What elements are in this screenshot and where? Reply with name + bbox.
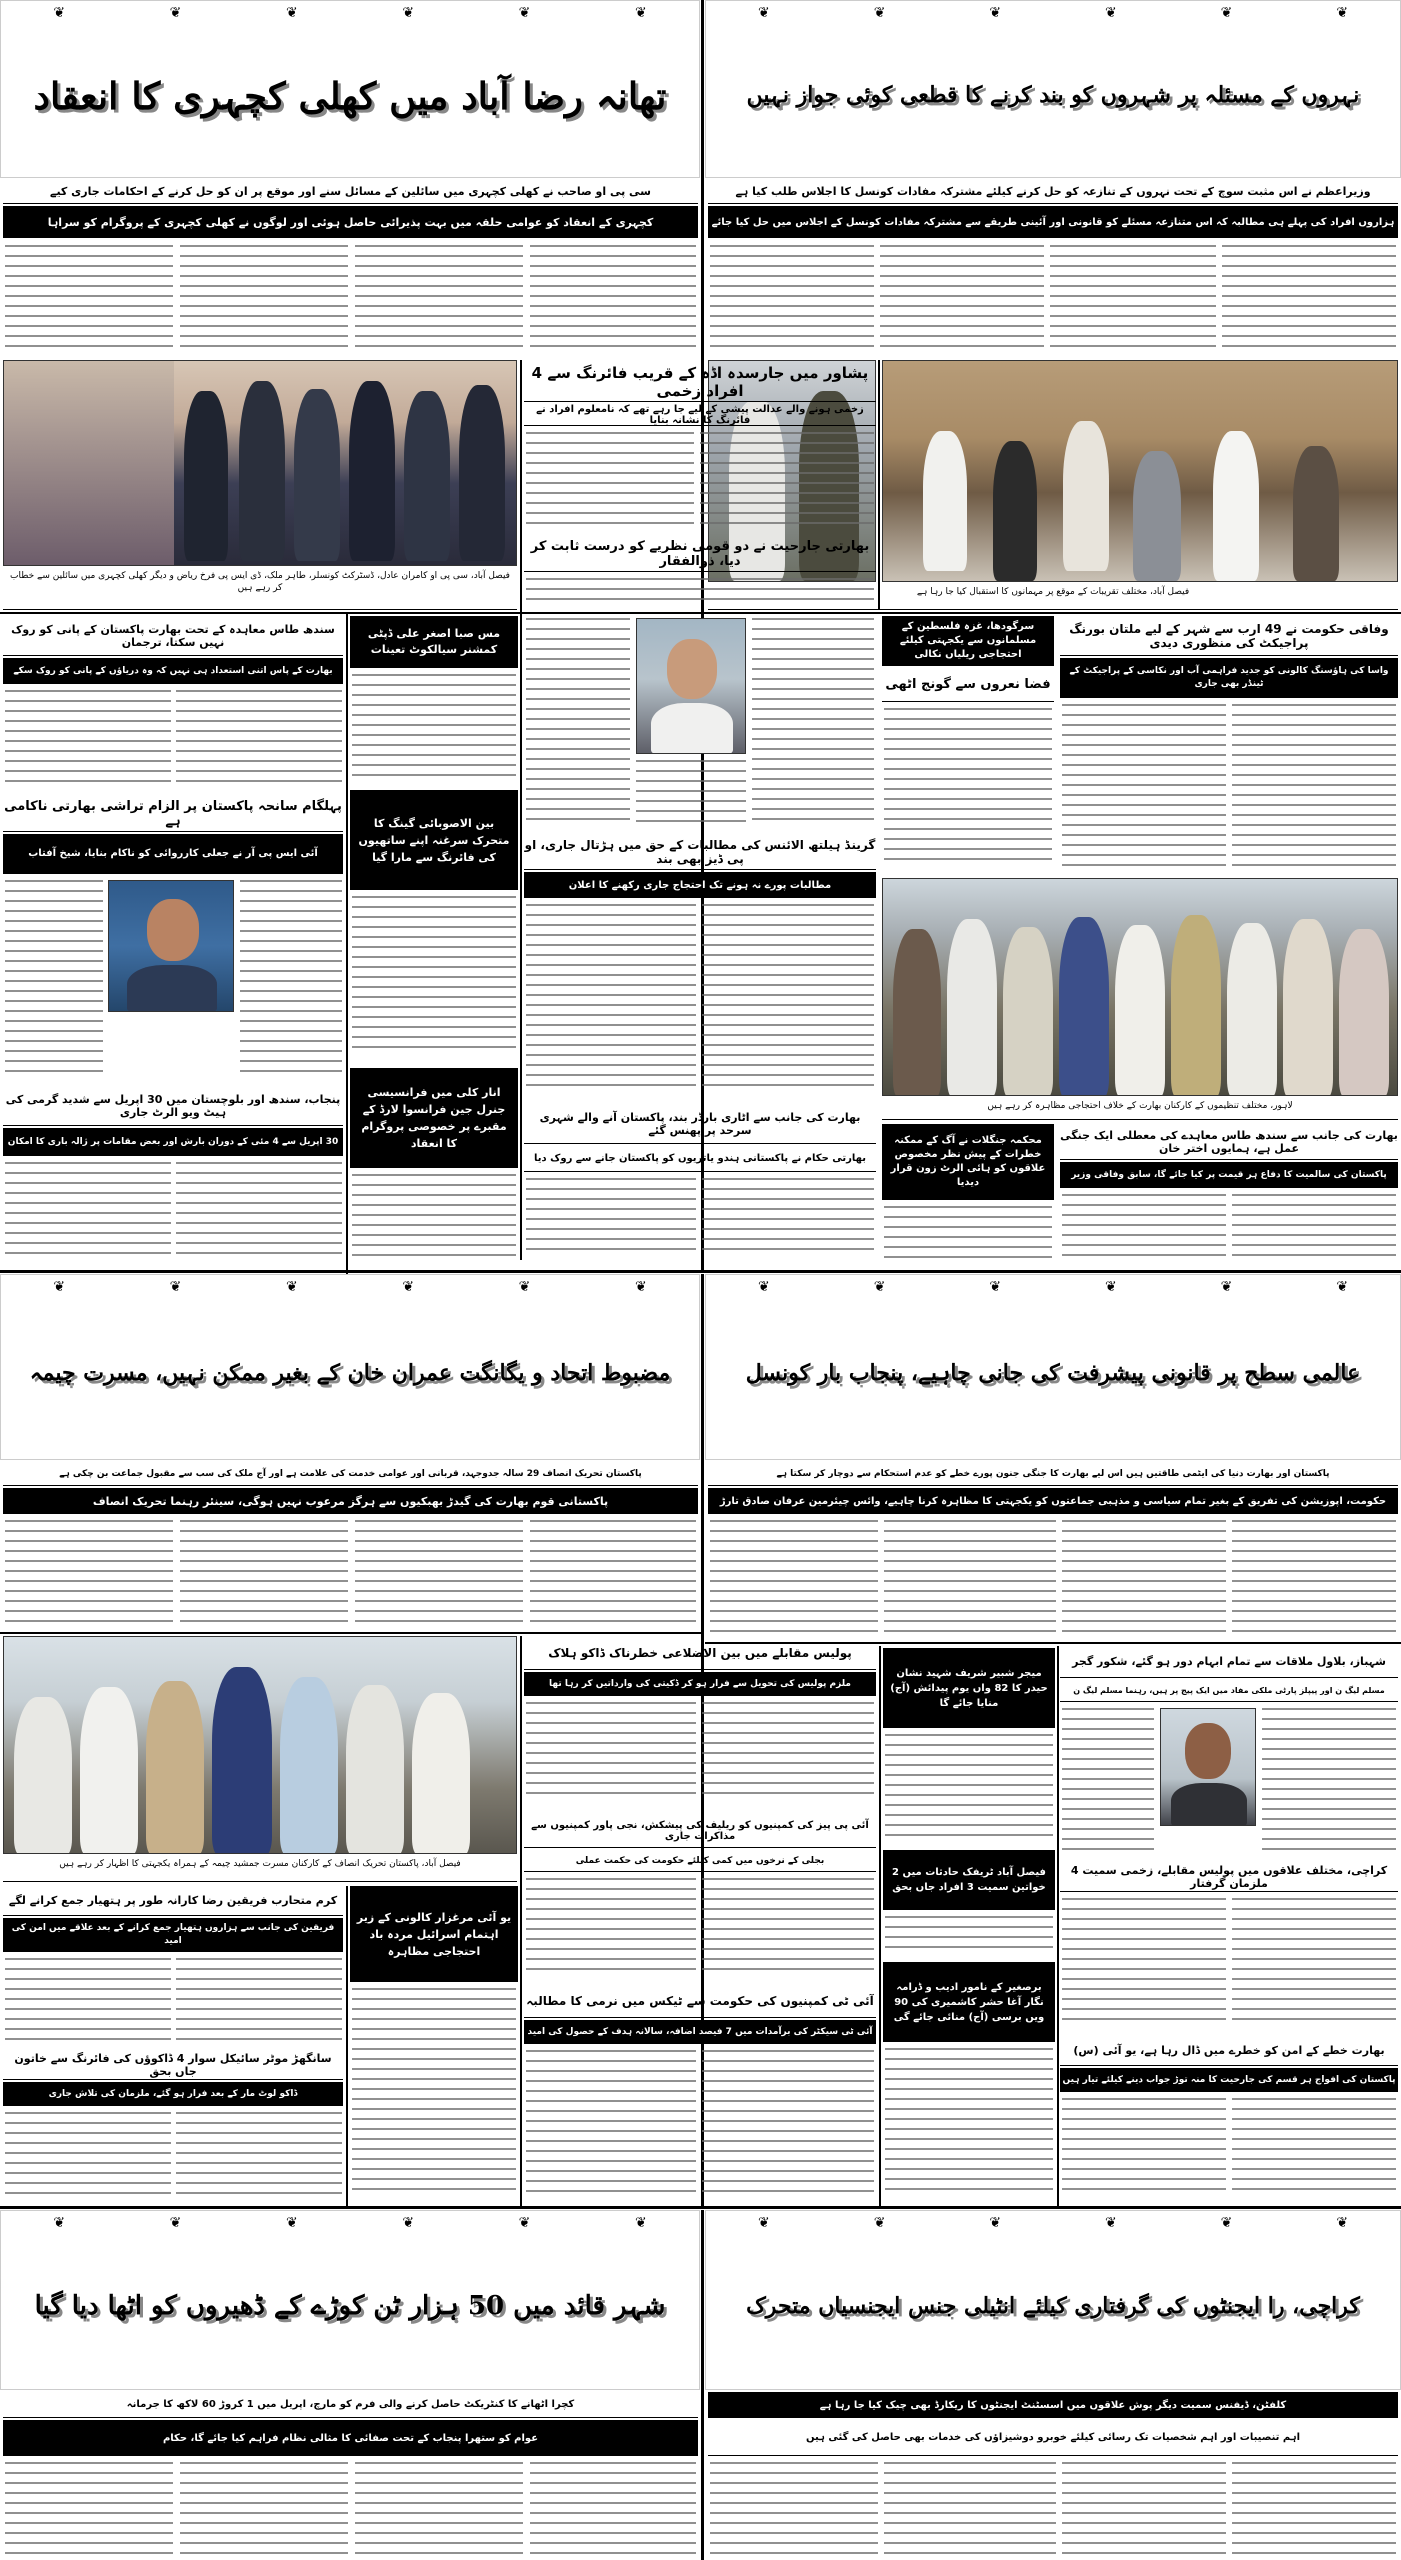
text-block bbox=[702, 1878, 874, 1978]
ornament-row: ❦ ❦ ❦ ❦ ❦ ❦ bbox=[758, 2215, 1349, 2231]
caption-top-left-photo: فیصل آباد، سی پی او کامران عادل، ڈسٹرکٹ کونسلر، طاہر ملک، ڈی ایس پی فرخ ریاض و دیگر کھلی کچہری میں سائلین سے خطاب کر رہے ہیں bbox=[3, 568, 517, 610]
headline-weather: پنجاب، سندھ اور بلوچستان میں 30 اپریل سے شدید گرمی کی ہیٹ ویو الرٹ جاری bbox=[3, 1086, 343, 1126]
text-block bbox=[1232, 1520, 1396, 1638]
headline-banner-mid-right bbox=[705, 1274, 1401, 1460]
text-block bbox=[702, 904, 874, 1094]
text-block bbox=[530, 1520, 696, 1628]
headline-banner-bottom-right bbox=[705, 2210, 1401, 2390]
caption-top-right-photo: فیصل آباد، مختلف تقریبات کے موقع پر مہمانوں کا استقبال کیا جا رہا ہے bbox=[708, 584, 1398, 610]
portrait-shakoor-gujjar bbox=[1160, 1708, 1256, 1826]
photo-protest bbox=[882, 878, 1398, 1096]
text-block bbox=[530, 245, 696, 355]
text-block bbox=[526, 578, 874, 610]
text-block bbox=[352, 896, 516, 1062]
person-figure bbox=[1339, 929, 1389, 1096]
person-figure bbox=[1063, 421, 1109, 571]
subhead-pti: پاکستان تحریک انصاف 29 سالہ جدوجہد، قربانی اور عوامی خدمت کی علامت ہے اور آج ملک کی سب سے مقبول جماعت بن چکی ہے bbox=[3, 1462, 698, 1486]
text-block bbox=[884, 2462, 1056, 2558]
headline-peshawar: پشاور میں جارسدہ اڈہ کے قریب فائرنگ سے 4 افراد زخمی bbox=[524, 362, 876, 402]
text-block bbox=[176, 690, 342, 790]
headline-bottom-left: شہر قائد میں 50 ہزار ٹن کوڑے کے ڈھیروں کو اٹھا دیا گیا bbox=[34, 2291, 666, 2322]
person-figure bbox=[459, 385, 505, 561]
caption-protest-photo: لاہور، مختلف تنظیموں کے کارکنان بھارت کے خلاف احتجاجی مظاہرہ کر رہے ہیں bbox=[882, 1098, 1398, 1120]
headline-mid-left: مضبوط اتحاد و یگانگت عمران خان کے بغیر ممکن نہیں، مسرت چیمہ bbox=[29, 1360, 671, 1387]
subhead-sargodha: فضا نعروں سے گونج اٹھی bbox=[882, 668, 1054, 702]
text-block bbox=[636, 760, 746, 828]
person-figure bbox=[1171, 915, 1221, 1096]
text-block bbox=[355, 245, 523, 355]
bar-spl-commissioner: مس صبا اصغر علی ڈپٹی کمشنر سیالکوٹ تعینات bbox=[350, 616, 518, 668]
person-figure bbox=[14, 1697, 72, 1854]
text-block bbox=[526, 1878, 696, 1978]
text-block bbox=[1232, 2462, 1396, 2558]
column-rule bbox=[520, 1636, 522, 2206]
column-rule bbox=[346, 1886, 348, 2206]
bar-defence: کلفٹن، ڈیفنس سمیت دیگر پوش علاقوں میں اسسٹنٹ ایجنٹوں کا ریکارڈ بھی چیک کیا جا رہا ہے bbox=[708, 2392, 1398, 2418]
bar-faisal-traffic: فیصل آباد ٹریفک حادثات میں 2 خواتین سمیت 3 افراد جاں بحق bbox=[883, 1850, 1055, 1910]
row-rule bbox=[0, 612, 1401, 614]
subhead-ipp: بجلی کے نرخوں میں کمی کیلئے حکومت کی حکمت عملی bbox=[524, 1850, 876, 1872]
subhead-bar-council: پاکستان اور بھارت دنیا کی ایٹمی طاقتیں ہیں اس لیے بھارت کا جنگی جنون پورے خطے کو عدم استحکام سے دوچار کر سکتا ہے bbox=[708, 1462, 1398, 1486]
person-figure bbox=[239, 381, 285, 561]
text-block bbox=[5, 2462, 173, 2558]
bar-karam: فریقین کی جانب سے ہزاروں ہتھیار جمع کرانے کے بعد علاقے میں امن کی امید bbox=[3, 1918, 343, 1952]
photo-conference-top-left bbox=[3, 360, 517, 566]
column-rule bbox=[878, 360, 880, 610]
person-shirt bbox=[127, 965, 217, 1012]
headline-banner-mid-left bbox=[0, 1274, 700, 1460]
audience bbox=[4, 361, 174, 566]
text-block bbox=[1062, 2462, 1226, 2558]
row-rule bbox=[0, 1632, 701, 1634]
text-block bbox=[1232, 1194, 1396, 1264]
column-rule bbox=[520, 360, 522, 1260]
text-block bbox=[355, 2462, 523, 2558]
column-rule bbox=[346, 614, 348, 1274]
subhead-wagah: بھارتی حکام نے پاکستانی ہندو یاتریوں کو پاکستان جانے سے روک دیا bbox=[524, 1146, 876, 1172]
subhead-defence: اہم تنصیبات اور اہم شخصیات تک رسائی کیلئے خوبرو دوشیزاؤں کی خدمات بھی حاصل کی گئی ہیں bbox=[708, 2420, 1398, 2456]
bar-bar-council: حکومت، اپوزیشن کی تفریق کے بغیر تمام سیاسی و مذہبی جماعتوں کو یکجہتی کا مظاہرہ کرنا چاہیے، وائس چیئرمین عرفان صادق تارڑ bbox=[708, 1488, 1398, 1514]
caption-pti-photo: فیصل آباد، پاکستان تحریک انصاف کے کارکنان مسرت جمشید چیمہ کے ہمراہ یکجہتی کا اظہار کر رہے ہیں bbox=[3, 1856, 517, 1882]
bar-bin-ul-aqwami: بین الاصوبائی گینگ کا متحرک سرغنہ اپنے ساتھیوں کی فائرنگ سے مارا گیا bbox=[350, 790, 518, 890]
person-figure bbox=[947, 919, 997, 1096]
text-block bbox=[700, 432, 874, 532]
bar-sargodha: سرگودھا، غزہ فلسطین کے مسلمانوں سے یکجہتی کیلئے احتجاجی ریلیاں نکالی bbox=[882, 616, 1054, 666]
bar-top-left: کچہری کے انعقاد کو عوامی حلقہ میں بہت پذیرائی حاصل ہوئی اور لوگوں نے کھلی کچہری کے پروگرام کو سراہا bbox=[3, 206, 698, 238]
bar-federal: واسا کی ہاؤسنگ کالونی کو جدید فراہمی آب اور نکاسی کے پراجیکٹ کے ٹینڈر بھی جاری bbox=[1060, 658, 1398, 698]
text-block bbox=[710, 2462, 878, 2558]
text-block bbox=[530, 2462, 696, 2558]
person-figure bbox=[404, 391, 450, 561]
text-block bbox=[1062, 1708, 1154, 1858]
text-block bbox=[180, 1520, 348, 1628]
ornament-row: ❦ ❦ ❦ ❦ ❦ ❦ bbox=[758, 1279, 1349, 1295]
text-block bbox=[5, 245, 173, 355]
text-block bbox=[526, 2050, 696, 2204]
headline-banner-top-right bbox=[705, 0, 1401, 178]
text-block bbox=[180, 2462, 348, 2558]
bar-sindh-taas: بھارت کے پاس اتنی استعداد ہی نہیں کہ وہ دریاؤں کے پانی کو روک سکے bbox=[3, 658, 343, 684]
photo-event-top-right bbox=[882, 360, 1398, 582]
bar-gulab: برصغیر کے نامور ادیب و ڈرامہ نگار آغا حشر کاشمیری کی 90 ویں برسی (آج) منائی جائے گی bbox=[883, 1962, 1055, 2042]
headline-bottom-right: کراچی، را ایجنٹوں کی گرفتاری کیلئے انٹیلی جنس ایجنسیاں متحرک bbox=[746, 2293, 1360, 2320]
headline-mid-right: عالمی سطح پر قانونی پیشرفت کی جانی چاہیے، پنجاب بار کونسل bbox=[745, 1360, 1361, 1387]
bar-pti: پاکستانی قوم بھارت کی گیدڑ بھبکیوں سے ہرگز مرعوب نہیں ہوگی، سینئر رہنما تحریک انصاف bbox=[3, 1488, 698, 1514]
person-figure bbox=[1213, 431, 1259, 581]
subhead-peshawar: زخمی ہونے والے عدالت پیشی کے لیے جا رہے تھے کہ نامعلوم افراد نے فائرنگ کا نشانہ بنایا bbox=[524, 404, 876, 426]
text-block bbox=[880, 245, 1044, 355]
text-block bbox=[702, 2050, 874, 2204]
subhead-garbage: کچرا اٹھانے کا کنٹریکٹ حاصل کرنے والی فرم کو مارچ، اپریل میں 1 کروڑ 60 لاکھ کا جرمانہ bbox=[3, 2392, 698, 2418]
person-face bbox=[667, 639, 717, 699]
headline-top-right: نہروں کے مسئلہ پر شہروں کو بند کرنے کا قطعی کوئی جواز نہیں bbox=[746, 82, 1360, 109]
column-rule bbox=[1057, 1646, 1059, 2206]
person-figure bbox=[146, 1681, 204, 1854]
text-block bbox=[884, 1206, 1052, 1264]
bar-sanghar: ڈاکو لوٹ مار کے بعد فرار ہو گئے، ملزمان کی تلاش جاری bbox=[3, 2082, 343, 2106]
person-figure bbox=[1227, 923, 1277, 1096]
headline-pahalgam: پہلگام سانحہ پاکستان پر الزام تراشی بھارتی ناکامی ہے bbox=[3, 796, 343, 832]
bar-uni: یو آئی مرغزار کالونی کے زیر اہتمام اسرائیل مردہ باد احتجاجی مظاہرہ bbox=[350, 1886, 518, 1982]
person-shirt bbox=[651, 703, 733, 754]
headline-banner-bottom-left bbox=[0, 2210, 700, 2390]
text-block bbox=[180, 245, 348, 355]
text-block bbox=[5, 1520, 173, 1628]
text-block bbox=[752, 618, 874, 828]
portrait-dhulfiqar bbox=[636, 618, 746, 754]
person-figure bbox=[80, 1687, 138, 1854]
text-block bbox=[702, 1178, 874, 1264]
text-block bbox=[885, 1916, 1053, 1956]
text-block bbox=[885, 1734, 1053, 1844]
text-block bbox=[710, 1520, 878, 1638]
ornament-row: ❦ ❦ ❦ ❦ ❦ ❦ bbox=[53, 5, 647, 21]
subhead-shahbaz: مسلم لیگ ن اور پیپلز پارٹی ملکی مفاد میں ایک پیج پر ہیں، رہنما مسلم لیگ ن bbox=[1060, 1680, 1398, 1702]
bar-garbage: عوام کو ستھرا پنجاب کے تحت صفائی کا مثالی نظام فراہم کیا جائے گا، حکام bbox=[3, 2420, 698, 2456]
headline-federal: وفاقی حکومت نے 49 ارب سے شہر کے لیے ملتان بورنگ پراجیکٹ کی منظوری دیدی bbox=[1060, 616, 1398, 656]
person-face bbox=[1185, 1723, 1231, 1779]
row-rule bbox=[0, 1270, 1401, 1273]
text-block bbox=[1232, 704, 1396, 872]
text-block bbox=[526, 1178, 696, 1264]
bar-pahalgam: آئی ایس پی آر نے جعلی کارروائی کو ناکام بنایا، شیخ آفتاب bbox=[3, 834, 343, 874]
subhead-top-right-lead: وزیراعظم نے اس مثبت سوچ کے تحت نہروں کے تنازعہ کو حل کرنے کیلئے مشترکہ مفادات کونسل کا اجلاس طلب کیا ہے bbox=[708, 180, 1398, 204]
row-rule bbox=[0, 2206, 1401, 2209]
text-block bbox=[1222, 245, 1396, 355]
bar-grand-health: مطالبات پورے نہ ہونے تک احتجاج جاری رکھنے کا اعلان bbox=[524, 872, 876, 898]
headline-india-aggression: بھارتی جارحیت نے دو قومی نظریے کو درست ثابت کر دیا، ذوالفقار bbox=[524, 536, 876, 572]
text-block bbox=[526, 1702, 696, 1808]
bar-anarkali: انار کلی میں فرانسیسی جنرل جین فرانسوا لارڈ کے مقبرے پر خصوصی پروگرام کا انعقاد bbox=[350, 1068, 518, 1168]
bar-tax: آئی ٹی سیکٹر کی برآمدات میں 7 فیصد اضافہ، سالانہ ہدف کے حصول کی امید bbox=[524, 2020, 876, 2044]
text-block bbox=[1262, 1708, 1396, 1858]
text-block bbox=[526, 432, 694, 532]
headline-banner-top-left bbox=[0, 0, 700, 178]
person-figure bbox=[346, 1685, 404, 1854]
bar-police-encounter: ملزم پولیس کی تحویل سے فرار ہو کر ڈکیتی کی وارداتیں کر رہا تھا bbox=[524, 1672, 876, 1696]
person-figure bbox=[993, 441, 1037, 581]
text-block bbox=[5, 2112, 171, 2204]
text-block bbox=[702, 1702, 874, 1808]
headline-bhatti: بھارت خطے کے امن کو خطرے میں ڈال رہا ہے، یو آئی (س) bbox=[1060, 2036, 1398, 2066]
person-face bbox=[147, 899, 199, 961]
text-block bbox=[526, 618, 630, 828]
ornament-row: ❦ ❦ ❦ ❦ ❦ ❦ bbox=[53, 2215, 647, 2231]
text-block bbox=[1232, 2098, 1396, 2204]
person-figure bbox=[923, 431, 967, 571]
person-figure bbox=[1059, 917, 1109, 1096]
headline-wagah: بھارت کی جانب سے اٹاری بارڈر بند، پاکستان آنے والے شہری سرحد پر پھنس گئے bbox=[524, 1104, 876, 1144]
person-figure bbox=[184, 391, 228, 561]
text-block bbox=[526, 904, 696, 1094]
headline-top-left: تھانہ رضا آباد میں کھلی کچہری کا انعقاد bbox=[33, 73, 667, 118]
text-block bbox=[1062, 1898, 1226, 2030]
headline-tax: آئی ٹی کمپنیوں کی حکومت سے ٹیکس میں نرمی کا مطالبہ bbox=[524, 1984, 876, 2018]
text-block bbox=[1062, 704, 1226, 872]
subhead-top-left-lead: سی پی او صاحب نے کھلی کچہری میں سائلین کے مسائل سنے اور موقع پر ان کو حل کرنے کے احکامات جاری کیے bbox=[3, 180, 698, 204]
text-block bbox=[176, 1958, 342, 2046]
column-rule bbox=[701, 2210, 704, 2560]
bar-india-stop: پاکستان کی سالمیت کا دفاع ہر قیمت پر کیا جائے گا، سابق وفاقی وزیر bbox=[1060, 1162, 1398, 1188]
bar-weather: 30 اپریل سے 4 مئی کے دوران بارش اور بعض مقامات پر ژالہ باری کا امکان bbox=[3, 1128, 343, 1156]
text-block bbox=[1050, 245, 1216, 355]
person-figure bbox=[1133, 451, 1181, 581]
person-figure bbox=[280, 1677, 338, 1854]
text-block bbox=[352, 1174, 516, 1264]
text-block bbox=[240, 880, 342, 1080]
text-block bbox=[710, 245, 874, 355]
person-figure bbox=[893, 929, 941, 1096]
headline-karachi-police: کراچی، مختلف علاقوں میں پولیس مقابلے، زخمی سمیت 4 ملزمان گرفتار bbox=[1060, 1862, 1398, 1892]
person-figure bbox=[1283, 919, 1333, 1096]
person-figure bbox=[294, 389, 340, 561]
headline-grand-health: گرینڈ ہیلتھ الائنس کی مطالبات کے حق میں ہڑتال جاری، او پی ڈیز بھی بند bbox=[524, 834, 876, 870]
headline-police-encounter: پولیس مقابلے میں بین الاضلاعی خطرناک ڈاکو ہلاک bbox=[524, 1636, 876, 1670]
text-block bbox=[1062, 1194, 1226, 1264]
ornament-row: ❦ ❦ ❦ ❦ ❦ ❦ bbox=[53, 1279, 647, 1295]
text-block bbox=[355, 1520, 523, 1628]
text-block bbox=[176, 1162, 342, 1264]
headline-ipp: آئی پی پیز کی کمپنیوں کو ریلیف کی پیشکش، نجی پاور کمپنیوں سے مذاکرات جاری bbox=[524, 1814, 876, 1848]
text-block bbox=[352, 1988, 516, 2204]
text-block bbox=[5, 880, 103, 1080]
headline-india-stop: بھارت کی جانب سے سندھ طاس معاہدے کی معطلی ایک جنگی عمل ہے، ہمایوں اختر خان bbox=[1060, 1124, 1398, 1160]
text-block bbox=[5, 690, 171, 790]
person-shirt bbox=[1171, 1783, 1247, 1826]
person-figure bbox=[412, 1693, 470, 1854]
text-block bbox=[885, 2048, 1053, 2204]
headline-sindh-taas: سندھ طاس معاہدہ کے تحت بھارت پاکستان کے پانی کو روک نہیں سکتا، ترجمان bbox=[3, 616, 343, 656]
headline-sanghar: سانگھڑ موٹر سائیکل سوار 4 ڈاکوؤں کی فائرنگ سے خاتون جاں بحق bbox=[3, 2050, 343, 2080]
photo-pti-workers bbox=[3, 1636, 517, 1854]
bar-bhatti: پاکستان کی افواج ہر قسم کی جارحیت کا منہ توڑ جواب دینے کیلئے تیار ہیں bbox=[1060, 2068, 1398, 2092]
person-figure bbox=[349, 381, 395, 561]
headline-shahbaz: شہباز، بلاول ملاقات سے تمام ابہام دور ہو گئے، شکور گجر bbox=[1060, 1646, 1398, 1678]
text-block bbox=[1232, 1898, 1396, 2030]
bar-forest-dept: محکمہ جنگلات نے آگ کے ممکنہ خطرات کے پیش نظر مخصوص علاقوں کو ہائی الرٹ زون قرار دیدیا bbox=[882, 1124, 1054, 1200]
text-block bbox=[884, 708, 1052, 872]
person-figure bbox=[1115, 925, 1165, 1096]
text-block bbox=[352, 674, 516, 784]
person-figure bbox=[1003, 927, 1053, 1096]
text-block bbox=[1062, 2098, 1226, 2204]
text-block bbox=[884, 1520, 1056, 1638]
text-block bbox=[1062, 1520, 1226, 1638]
person-figure bbox=[1293, 446, 1339, 581]
portrait-sheikh-aftab bbox=[108, 880, 234, 1012]
text-block bbox=[5, 1958, 171, 2046]
ornament-row: ❦ ❦ ❦ ❦ ❦ ❦ bbox=[758, 5, 1349, 21]
column-rule bbox=[879, 1646, 881, 2206]
text-block bbox=[176, 2112, 342, 2204]
person-figure bbox=[212, 1667, 272, 1854]
bar-top-right: ہزاروں افراد کی پہلے ہی مطالبہ کہ اس متنازعہ مسئلے کو قانونی اور آئینی طریقے سے مشترکہ مفادات کونسل کے اجلاس میں حل کیا جائے bbox=[708, 206, 1398, 238]
bar-mir: میجر شبیر شریف شہید نشان حیدر کا 82 واں یوم پیدائش (آج) منایا جائے گا bbox=[883, 1648, 1055, 1728]
headline-karam: کرم متحارب فریقین رضا کارانہ طور پر ہتھیار جمع کرانے لگے bbox=[3, 1886, 343, 1916]
text-block bbox=[5, 1162, 171, 1264]
